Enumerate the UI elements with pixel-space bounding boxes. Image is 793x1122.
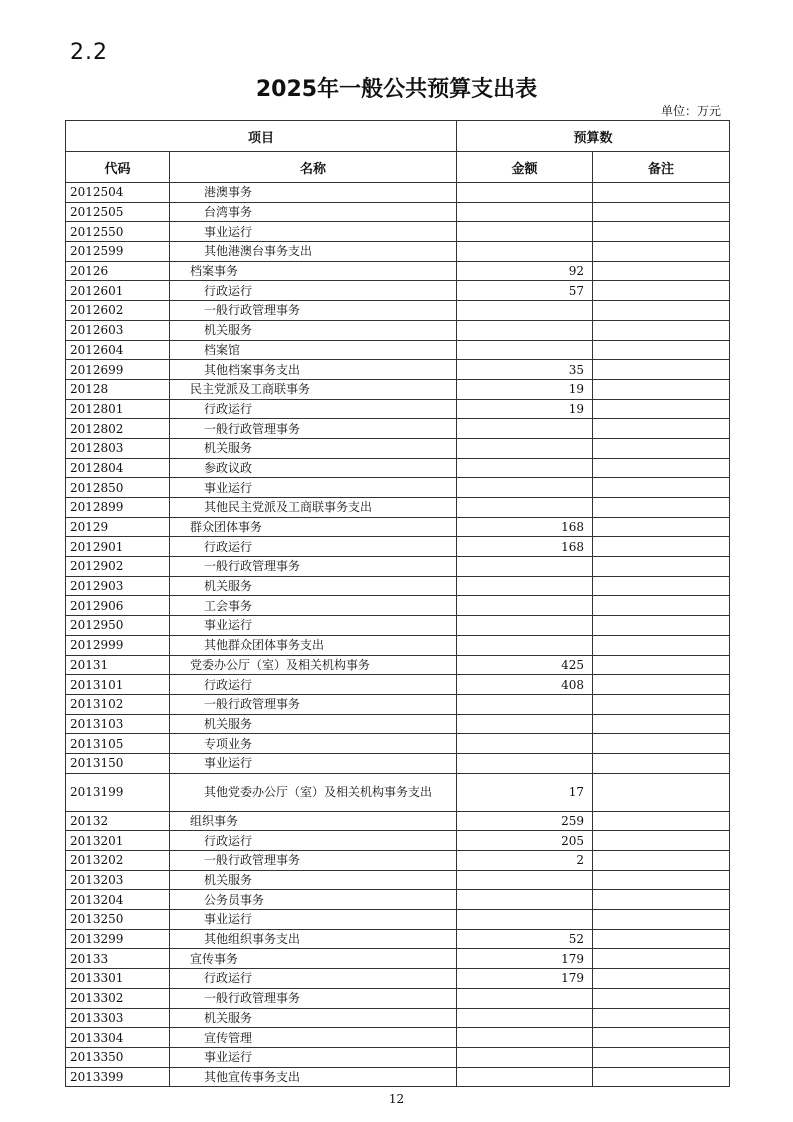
cell-name: 行政运行 <box>170 675 457 695</box>
table-row <box>66 1067 730 1087</box>
cell-amount <box>457 870 593 890</box>
cell-code: 2013303 <box>66 1008 170 1028</box>
table-row <box>66 498 730 518</box>
table-row <box>66 811 730 831</box>
header-item: 项目 <box>66 121 457 152</box>
table-row <box>66 1028 730 1048</box>
cell-amount: 19 <box>457 399 593 419</box>
cell-note <box>593 458 730 478</box>
cell-code: 2012999 <box>66 635 170 655</box>
cell-name: 行政运行 <box>170 831 457 851</box>
cell-note <box>593 242 730 262</box>
cell-amount: 425 <box>457 655 593 675</box>
table-body <box>66 183 730 1087</box>
cell-note <box>593 596 730 616</box>
cell-name: 其他组织事务支出 <box>170 929 457 949</box>
cell-name: 群众团体事务 <box>170 517 457 537</box>
cell-note <box>593 1028 730 1048</box>
header-budget: 预算数 <box>457 121 730 152</box>
cell-note <box>593 320 730 340</box>
cell-note <box>593 557 730 577</box>
cell-note <box>593 301 730 321</box>
cell-name: 档案馆 <box>170 340 457 360</box>
cell-note <box>593 498 730 518</box>
cell-amount <box>457 596 593 616</box>
cell-amount <box>457 320 593 340</box>
cell-code: 20132 <box>66 811 170 831</box>
cell-amount <box>457 988 593 1008</box>
cell-note <box>593 517 730 537</box>
cell-code: 2012950 <box>66 616 170 636</box>
header-row-2 <box>66 152 730 183</box>
cell-code: 20126 <box>66 261 170 281</box>
cell-code: 20128 <box>66 379 170 399</box>
cell-name: 机关服务 <box>170 870 457 890</box>
table-row <box>66 183 730 203</box>
cell-note <box>593 360 730 380</box>
cell-amount <box>457 183 593 203</box>
cell-amount: 259 <box>457 811 593 831</box>
cell-name: 其他档案事务支出 <box>170 360 457 380</box>
cell-amount <box>457 498 593 518</box>
table-row <box>66 438 730 458</box>
cell-name: 工会事务 <box>170 596 457 616</box>
cell-amount: 168 <box>457 517 593 537</box>
cell-name: 机关服务 <box>170 576 457 596</box>
cell-name: 事业运行 <box>170 1047 457 1067</box>
cell-amount: 57 <box>457 281 593 301</box>
table-row <box>66 537 730 557</box>
cell-amount <box>457 301 593 321</box>
cell-code: 2012802 <box>66 419 170 439</box>
cell-note <box>593 576 730 596</box>
cell-name: 党委办公厅（室）及相关机构事务 <box>170 655 457 675</box>
table-row <box>66 320 730 340</box>
table-row <box>66 379 730 399</box>
table-row <box>66 616 730 636</box>
cell-note <box>593 890 730 910</box>
cell-amount: 19 <box>457 379 593 399</box>
cell-note <box>593 1008 730 1028</box>
table-row <box>66 261 730 281</box>
cell-name: 一般行政管理事务 <box>170 557 457 577</box>
cell-name: 机关服务 <box>170 320 457 340</box>
table-row <box>66 773 730 811</box>
cell-amount <box>457 438 593 458</box>
cell-code: 2012901 <box>66 537 170 557</box>
cell-code: 2012804 <box>66 458 170 478</box>
cell-name: 参政议政 <box>170 458 457 478</box>
cell-code: 2012699 <box>66 360 170 380</box>
cell-name: 事业运行 <box>170 616 457 636</box>
table-row <box>66 360 730 380</box>
cell-amount: 168 <box>457 537 593 557</box>
cell-code: 2013103 <box>66 714 170 734</box>
table-row <box>66 202 730 222</box>
table-row <box>66 301 730 321</box>
table-row <box>66 1047 730 1067</box>
cell-note <box>593 478 730 498</box>
cell-name: 其他宣传事务支出 <box>170 1067 457 1087</box>
cell-amount <box>457 478 593 498</box>
cell-amount: 408 <box>457 675 593 695</box>
cell-code: 2013201 <box>66 831 170 851</box>
cell-note <box>593 281 730 301</box>
table-row <box>66 734 730 754</box>
cell-note <box>593 655 730 675</box>
cell-name: 事业运行 <box>170 910 457 930</box>
cell-code: 2012599 <box>66 242 170 262</box>
header-name: 名称 <box>170 152 457 183</box>
cell-code: 2013250 <box>66 910 170 930</box>
cell-code: 2013204 <box>66 890 170 910</box>
cell-code: 2013304 <box>66 1028 170 1048</box>
table-row <box>66 675 730 695</box>
table-row <box>66 890 730 910</box>
cell-code: 2013203 <box>66 870 170 890</box>
cell-name: 组织事务 <box>170 811 457 831</box>
cell-amount <box>457 635 593 655</box>
cell-code: 2013399 <box>66 1067 170 1087</box>
cell-note <box>593 988 730 1008</box>
cell-name: 行政运行 <box>170 537 457 557</box>
cell-name: 一般行政管理事务 <box>170 301 457 321</box>
cell-code: 2012604 <box>66 340 170 360</box>
cell-code: 2013105 <box>66 734 170 754</box>
cell-note <box>593 831 730 851</box>
table-row <box>66 1008 730 1028</box>
cell-amount <box>457 458 593 478</box>
cell-amount: 52 <box>457 929 593 949</box>
page-title: 2025年一般公共预算支出表 <box>255 77 538 102</box>
table-row <box>66 753 730 773</box>
table-row <box>66 969 730 989</box>
table-row <box>66 340 730 360</box>
cell-code: 2012603 <box>66 320 170 340</box>
cell-amount: 35 <box>457 360 593 380</box>
cell-note <box>593 261 730 281</box>
cell-note <box>593 714 730 734</box>
cell-code: 2012801 <box>66 399 170 419</box>
cell-note <box>593 811 730 831</box>
cell-amount <box>457 1047 593 1067</box>
cell-note <box>593 537 730 557</box>
cell-amount <box>457 734 593 754</box>
cell-note <box>593 419 730 439</box>
cell-name: 机关服务 <box>170 1008 457 1028</box>
cell-name: 公务员事务 <box>170 890 457 910</box>
cell-name: 其他港澳台事务支出 <box>170 242 457 262</box>
cell-code: 20129 <box>66 517 170 537</box>
cell-code: 2012906 <box>66 596 170 616</box>
cell-note <box>593 340 730 360</box>
header-row-1 <box>66 121 730 152</box>
cell-note <box>593 773 730 811</box>
table-row <box>66 596 730 616</box>
cell-code: 2012803 <box>66 438 170 458</box>
cell-code: 2012903 <box>66 576 170 596</box>
cell-note <box>593 1067 730 1087</box>
cell-amount: 179 <box>457 969 593 989</box>
cell-amount <box>457 694 593 714</box>
cell-amount <box>457 890 593 910</box>
cell-note <box>593 870 730 890</box>
cell-name: 事业运行 <box>170 222 457 242</box>
table-row <box>66 714 730 734</box>
cell-name: 民主党派及工商联事务 <box>170 379 457 399</box>
cell-name: 机关服务 <box>170 714 457 734</box>
cell-amount: 92 <box>457 261 593 281</box>
cell-note <box>593 379 730 399</box>
cell-name: 港澳事务 <box>170 183 457 203</box>
cell-amount <box>457 1008 593 1028</box>
cell-code: 2012850 <box>66 478 170 498</box>
cell-amount <box>457 576 593 596</box>
table-row <box>66 655 730 675</box>
cell-amount <box>457 1028 593 1048</box>
table-row <box>66 831 730 851</box>
section-number: 2.2 <box>70 40 108 65</box>
cell-name: 台湾事务 <box>170 202 457 222</box>
cell-code: 2012550 <box>66 222 170 242</box>
table-row <box>66 517 730 537</box>
cell-name: 一般行政管理事务 <box>170 419 457 439</box>
cell-code: 2012504 <box>66 183 170 203</box>
table-row <box>66 419 730 439</box>
cell-note <box>593 694 730 714</box>
cell-note <box>593 1047 730 1067</box>
table-row <box>66 988 730 1008</box>
cell-amount <box>457 714 593 734</box>
cell-note <box>593 438 730 458</box>
header-code: 代码 <box>66 152 170 183</box>
cell-name: 一般行政管理事务 <box>170 851 457 871</box>
cell-code: 2013199 <box>66 773 170 811</box>
header-note: 备注 <box>593 152 730 183</box>
page-number: 12 <box>388 1092 405 1106</box>
table-row <box>66 576 730 596</box>
cell-note <box>593 969 730 989</box>
cell-name: 其他党委办公厅（室）及相关机构事务支出 <box>170 773 457 811</box>
cell-amount <box>457 910 593 930</box>
cell-code: 2013301 <box>66 969 170 989</box>
cell-name: 事业运行 <box>170 753 457 773</box>
cell-code: 2013350 <box>66 1047 170 1067</box>
cell-note <box>593 222 730 242</box>
budget-table <box>65 120 730 1087</box>
table-row <box>66 949 730 969</box>
table-row <box>66 242 730 262</box>
cell-code: 2012602 <box>66 301 170 321</box>
header-amount: 金额 <box>457 152 593 183</box>
cell-note <box>593 929 730 949</box>
cell-note <box>593 949 730 969</box>
cell-amount <box>457 419 593 439</box>
cell-name: 其他群众团体事务支出 <box>170 635 457 655</box>
cell-note <box>593 635 730 655</box>
cell-amount <box>457 616 593 636</box>
table-row <box>66 910 730 930</box>
table-row <box>66 557 730 577</box>
cell-name: 行政运行 <box>170 969 457 989</box>
table-row <box>66 399 730 419</box>
cell-amount <box>457 753 593 773</box>
table-row <box>66 694 730 714</box>
cell-code: 2012601 <box>66 281 170 301</box>
table-row <box>66 929 730 949</box>
cell-amount: 17 <box>457 773 593 811</box>
table-row <box>66 478 730 498</box>
cell-note <box>593 910 730 930</box>
cell-name: 一般行政管理事务 <box>170 694 457 714</box>
cell-name: 其他民主党派及工商联事务支出 <box>170 498 457 518</box>
cell-amount <box>457 340 593 360</box>
cell-code: 20133 <box>66 949 170 969</box>
cell-amount <box>457 222 593 242</box>
table-row <box>66 222 730 242</box>
cell-code: 2012505 <box>66 202 170 222</box>
cell-name: 宣传事务 <box>170 949 457 969</box>
cell-note <box>593 851 730 871</box>
cell-amount: 2 <box>457 851 593 871</box>
cell-name: 事业运行 <box>170 478 457 498</box>
cell-amount <box>457 557 593 577</box>
cell-code: 2012902 <box>66 557 170 577</box>
cell-code: 2012899 <box>66 498 170 518</box>
cell-code: 2013202 <box>66 851 170 871</box>
cell-note <box>593 675 730 695</box>
unit-label: 单位：万元 <box>660 104 721 118</box>
cell-amount: 179 <box>457 949 593 969</box>
cell-name: 机关服务 <box>170 438 457 458</box>
cell-amount <box>457 202 593 222</box>
cell-name: 档案事务 <box>170 261 457 281</box>
cell-name: 行政运行 <box>170 281 457 301</box>
table-row <box>66 870 730 890</box>
cell-amount <box>457 242 593 262</box>
cell-code: 2013302 <box>66 988 170 1008</box>
cell-name: 行政运行 <box>170 399 457 419</box>
cell-note <box>593 183 730 203</box>
cell-note <box>593 753 730 773</box>
cell-code: 2013101 <box>66 675 170 695</box>
cell-code: 2013102 <box>66 694 170 714</box>
cell-note <box>593 399 730 419</box>
cell-name: 宣传管理 <box>170 1028 457 1048</box>
cell-code: 2013299 <box>66 929 170 949</box>
cell-code: 20131 <box>66 655 170 675</box>
cell-note <box>593 734 730 754</box>
cell-note <box>593 616 730 636</box>
table-row <box>66 458 730 478</box>
cell-name: 一般行政管理事务 <box>170 988 457 1008</box>
cell-code: 2013150 <box>66 753 170 773</box>
table-row <box>66 851 730 871</box>
table-row <box>66 635 730 655</box>
cell-amount <box>457 1067 593 1087</box>
cell-name: 专项业务 <box>170 734 457 754</box>
cell-note <box>593 202 730 222</box>
table-row <box>66 281 730 301</box>
cell-amount: 205 <box>457 831 593 851</box>
